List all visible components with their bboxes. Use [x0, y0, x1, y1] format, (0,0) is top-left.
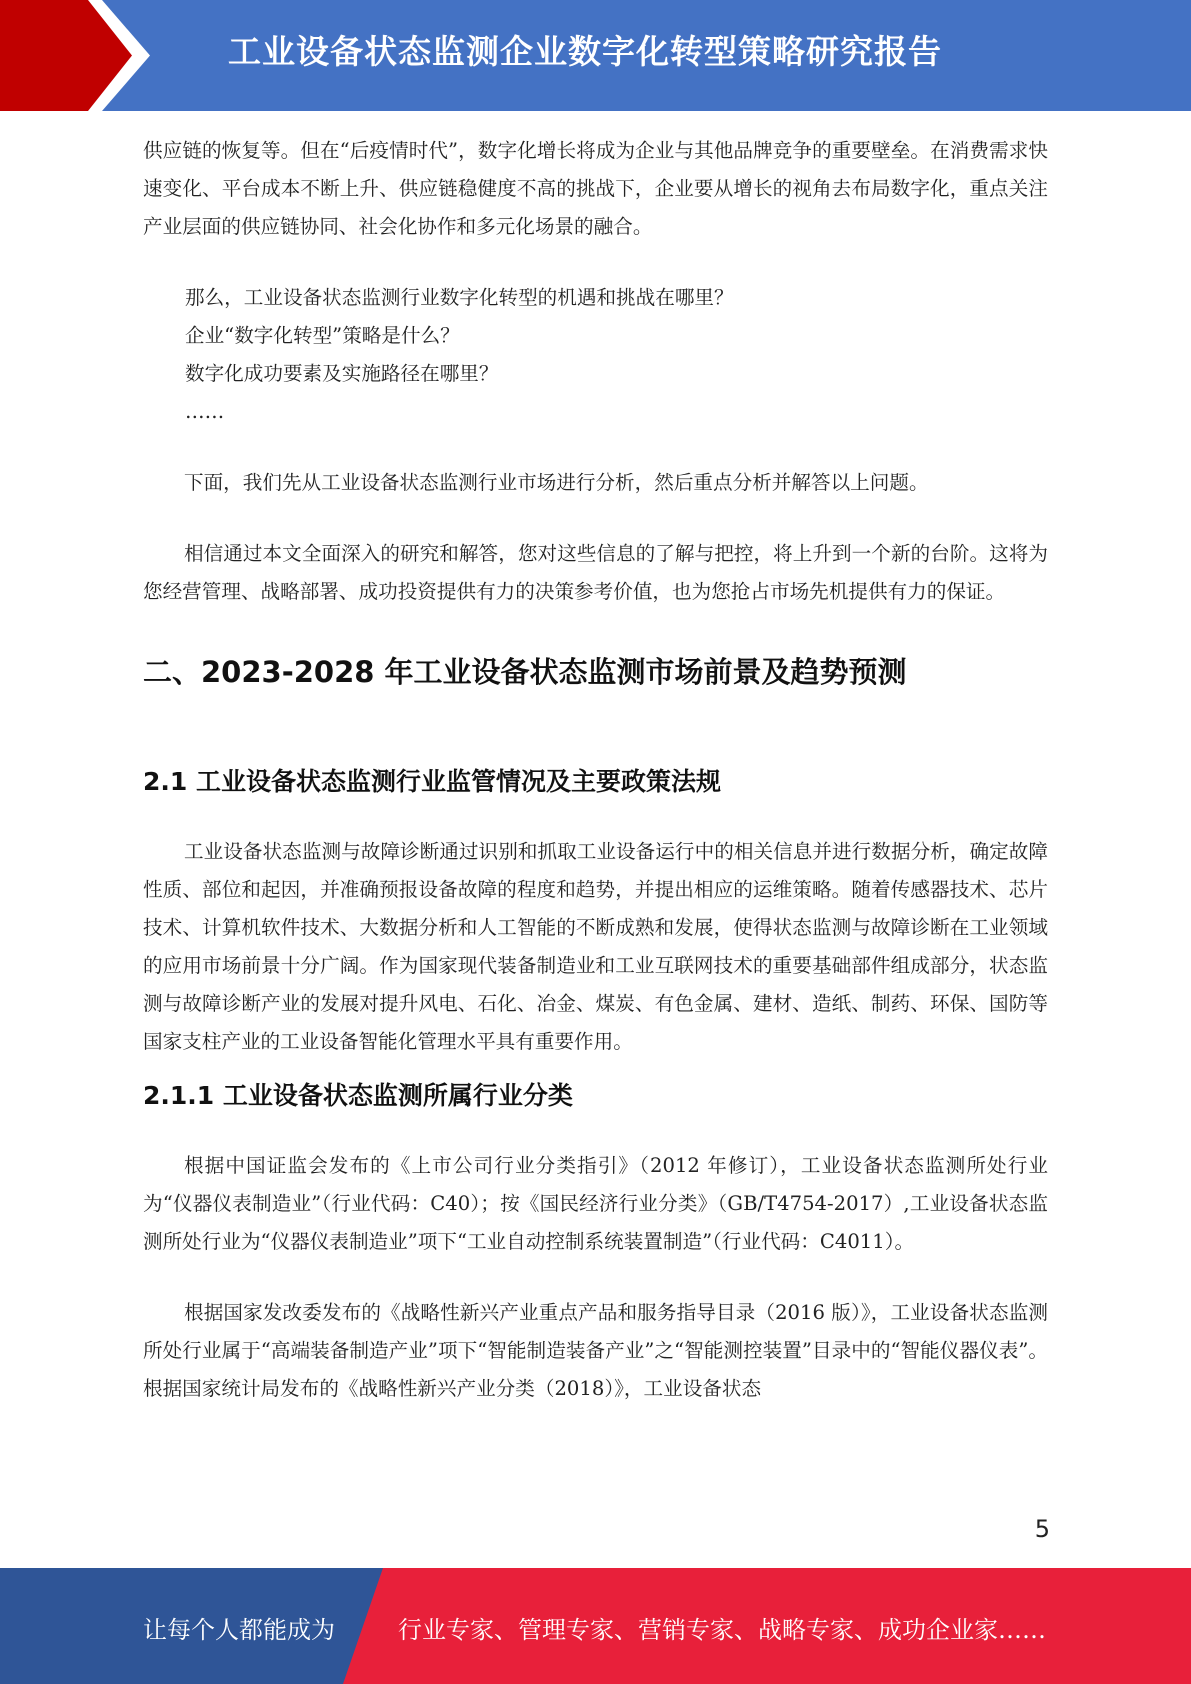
intro-paragraph: 供应链的恢复等。但在“后疫情时代”，数字化增长将成为企业与其他品牌竞争的重要壁垒。在消费需求快速变化、平台成本不断上升、供应链稳健度不高的挑战下，企业要从增长的视角去布局数字化，重点关注产业层面的供应链协同、社会化协作和多元化场景的融合。 — [143, 139, 1048, 238]
page-number: 5 — [1034, 1515, 1050, 1543]
footer-slogan-left: 让每个人都能成为 — [143, 1616, 335, 1644]
page-content — [143, 132, 1048, 1408]
report-header — [0, 0, 1191, 111]
question-list — [143, 279, 1048, 431]
paragraph-2-1-1-b: 根据国家发改委发布的《战略性新兴产业重点产品和服务指导目录（2016 版）》，工业设备状态监测所处行业属于“高端装备制造产业”项下“智能制造装备产业”之“智能测控装置”目录中的“智能仪器仪表”。根据国家统计局发布的《战略性新兴产业分类（2018）》，工业设备状态 — [143, 1301, 1048, 1400]
section-title: 二、2023-2028 年工业设备状态监测市场前景及趋势预测 — [143, 655, 907, 689]
footer-slogan-right: 行业专家、管理专家、营销专家、战略专家、成功企业家…… — [398, 1616, 1046, 1644]
question-item: 数字化成功要素及实施路径在哪里？ — [185, 362, 499, 385]
paragraph-2-1-1-a: 根据中国证监会发布的《上市公司行业分类指引》（2012 年修订），工业设备状态监测所处行业为“仪器仪表制造业”（行业代码：C40）；按《国民经济行业分类》（GB/T4754-2017）,工业设备状态监测所处行业为“仪器仪表制造业”项下“工业自动控制系统装置制造”（行业代码：C4011）。 — [143, 1154, 1048, 1253]
believe-paragraph: 相信通过本文全面深入的研究和解答，您对这些信息的了解与把控，将上升到一个新的台阶。这将为您经营管理、战略部署、成功投资提供有力的决策参考价值，也为您抢占市场先机提供有力的保证。 — [143, 542, 1048, 603]
report-footer — [0, 1568, 1191, 1684]
paragraph-2-1: 工业设备状态监测与故障诊断通过识别和抓取工业设备运行中的相关信息并进行数据分析，确定故障性质、部位和起因，并准确预报设备故障的程度和趋势，并提出相应的运维策略。随着传感器技术、芯片技术、计算机软件技术、大数据分析和人工智能的不断成熟和发展，使得状态监测与故障诊断在工业领域的应用市场前景十分广阔。作为国家现代装备制造业和工业互联网技术的重要基础部件组成部分，状态监测与故障诊断产业的发展对提升风电、石化、冶金、煤炭、有色金属、建材、造纸、制药、环保、国防等国家支柱产业的工业设备智能化管理水平具有重要作用。 — [143, 840, 1048, 1053]
red-arrow-graphic — [0, 0, 160, 111]
report-title: 工业设备状态监测企业数字化转型策略研究报告 — [228, 32, 942, 71]
subsection-title-2-1: 2.1 工业设备状态监测行业监管情况及主要政策法规 — [143, 767, 721, 796]
subsection-title-2-1-1: 2.1.1 工业设备状态监测所属行业分类 — [143, 1081, 573, 1110]
question-ellipsis: …… — [185, 400, 225, 423]
next-steps-paragraph: 下面，我们先从工业设备状态监测行业市场进行分析，然后重点分析并解答以上问题。 — [184, 471, 929, 494]
question-item: 那么，工业设备状态监测行业数字化转型的机遇和挑战在哪里？ — [185, 286, 734, 309]
question-item: 企业“数字化转型”策略是什么？ — [185, 324, 460, 347]
